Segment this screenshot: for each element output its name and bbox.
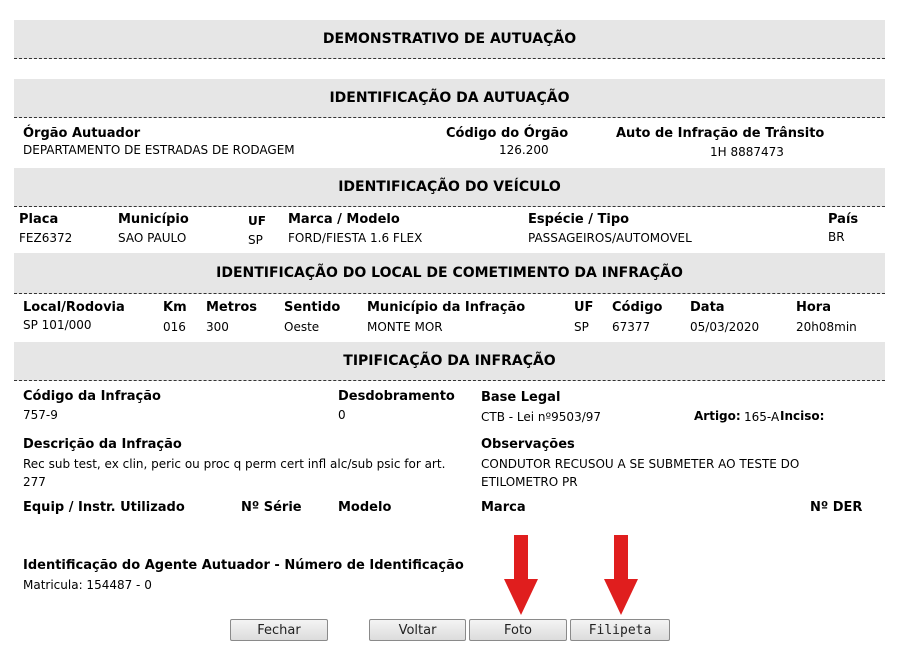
hora-label: Hora — [796, 300, 831, 315]
marca-label: Marca — [481, 500, 526, 515]
codigo-infracao-label: Código da Infração — [23, 389, 161, 404]
especie-label: Espécie / Tipo — [528, 212, 630, 227]
modelo-label: Modelo — [338, 500, 392, 515]
pais-label: País — [828, 212, 859, 227]
agente-label: Identificação do Agente Autuador - Número de Identificação — [23, 558, 464, 573]
page-title: DEMONSTRATIVO DE AUTUAÇÃO — [14, 20, 885, 59]
placa-value: FEZ6372 — [19, 231, 73, 245]
uf-local-value: SP — [574, 320, 589, 334]
arrow-down-icon — [604, 535, 638, 615]
arrow-down-icon — [504, 535, 538, 615]
desdobramento-label: Desdobramento — [338, 389, 455, 404]
rodovia-label: Local/Rodovia — [23, 300, 125, 315]
placa-label: Placa — [19, 212, 59, 227]
fechar-button[interactable]: Fechar — [230, 619, 328, 641]
base-legal-value: CTB - Lei nº9503/97 — [481, 410, 602, 424]
serie-label: Nº Série — [241, 500, 302, 515]
equip-label: Equip / Instr. Utilizado — [23, 500, 185, 515]
uf-veiculo-value: SP — [248, 233, 263, 247]
artigo-label: Artigo: — [694, 409, 741, 423]
municipio-infracao-value: MONTE MOR — [367, 320, 443, 334]
data-value: 05/03/2020 — [690, 320, 760, 334]
marca-modelo-value: FORD/FIESTA 1.6 FLEX — [288, 231, 423, 245]
orgao-label: Órgão Autuador — [23, 126, 141, 141]
der-label: Nº DER — [810, 500, 863, 515]
km-label: Km — [163, 300, 187, 315]
desdobramento-value: 0 — [338, 408, 346, 422]
sentido-value: Oeste — [284, 320, 320, 334]
filipeta-button[interactable]: Filipeta — [570, 619, 670, 641]
agente-value: Matricula: 154487 - 0 — [23, 578, 152, 592]
codigo-orgao-value: 126.200 — [499, 143, 549, 157]
foto-button[interactable]: Foto — [469, 619, 567, 641]
section-title-local: IDENTIFICAÇÃO DO LOCAL DE COMETIMENTO DA INFRAÇÃO — [14, 253, 885, 294]
auto-infracao-label: Auto de Infração de Trânsito — [616, 126, 825, 141]
metros-value: 300 — [206, 320, 229, 334]
observacoes-label: Observações — [481, 437, 575, 452]
artigo-value: 165-A — [744, 410, 780, 424]
descricao-label: Descrição da Infração — [23, 437, 182, 452]
rodovia-value: SP 101/000 — [23, 318, 92, 332]
descricao-value: Rec sub test, ex clin, peric ou proc q perm cert infl alc/sub psic for art. 277 — [23, 457, 446, 489]
observacoes-value: CONDUTOR RECUSOU A SE SUBMETER AO TESTE DO ETILOMETRO PR — [481, 457, 800, 489]
orgao-value: DEPARTAMENTO DE ESTRADAS DE RODAGEM — [23, 143, 295, 157]
section-title-tipificacao: TIPIFICAÇÃO DA INFRAÇÃO — [14, 342, 885, 381]
base-legal-label: Base Legal — [481, 390, 561, 405]
codigo-orgao-label: Código do Órgão — [446, 126, 569, 141]
metros-label: Metros — [206, 300, 258, 315]
municipio-veiculo-label: Município — [118, 212, 189, 227]
inciso-label: Inciso: — [780, 409, 825, 423]
auto-infracao-value: 1H 8887473 — [710, 145, 784, 159]
codigo-local-value: 67377 — [612, 320, 651, 334]
especie-value: PASSAGEIROS/AUTOMOVEL — [528, 231, 692, 245]
section-title-autuacao: IDENTIFICAÇÃO DA AUTUAÇÃO — [14, 79, 885, 118]
uf-veiculo-label: UF — [248, 214, 266, 228]
codigo-local-label: Código — [612, 300, 663, 315]
codigo-infracao-value: 757-9 — [23, 408, 58, 422]
municipio-infracao-label: Município da Infração — [367, 300, 526, 315]
section-title-veiculo: IDENTIFICAÇÃO DO VEÍCULO — [14, 168, 885, 207]
pais-value: BR — [828, 230, 845, 244]
marca-modelo-label: Marca / Modelo — [288, 212, 400, 227]
sentido-label: Sentido — [284, 300, 341, 315]
municipio-veiculo-value: SAO PAULO — [118, 231, 187, 245]
uf-local-label: UF — [574, 300, 594, 315]
data-label: Data — [690, 300, 725, 315]
voltar-button[interactable]: Voltar — [369, 619, 466, 641]
km-value: 016 — [163, 320, 186, 334]
hora-value: 20h08min — [796, 320, 857, 334]
